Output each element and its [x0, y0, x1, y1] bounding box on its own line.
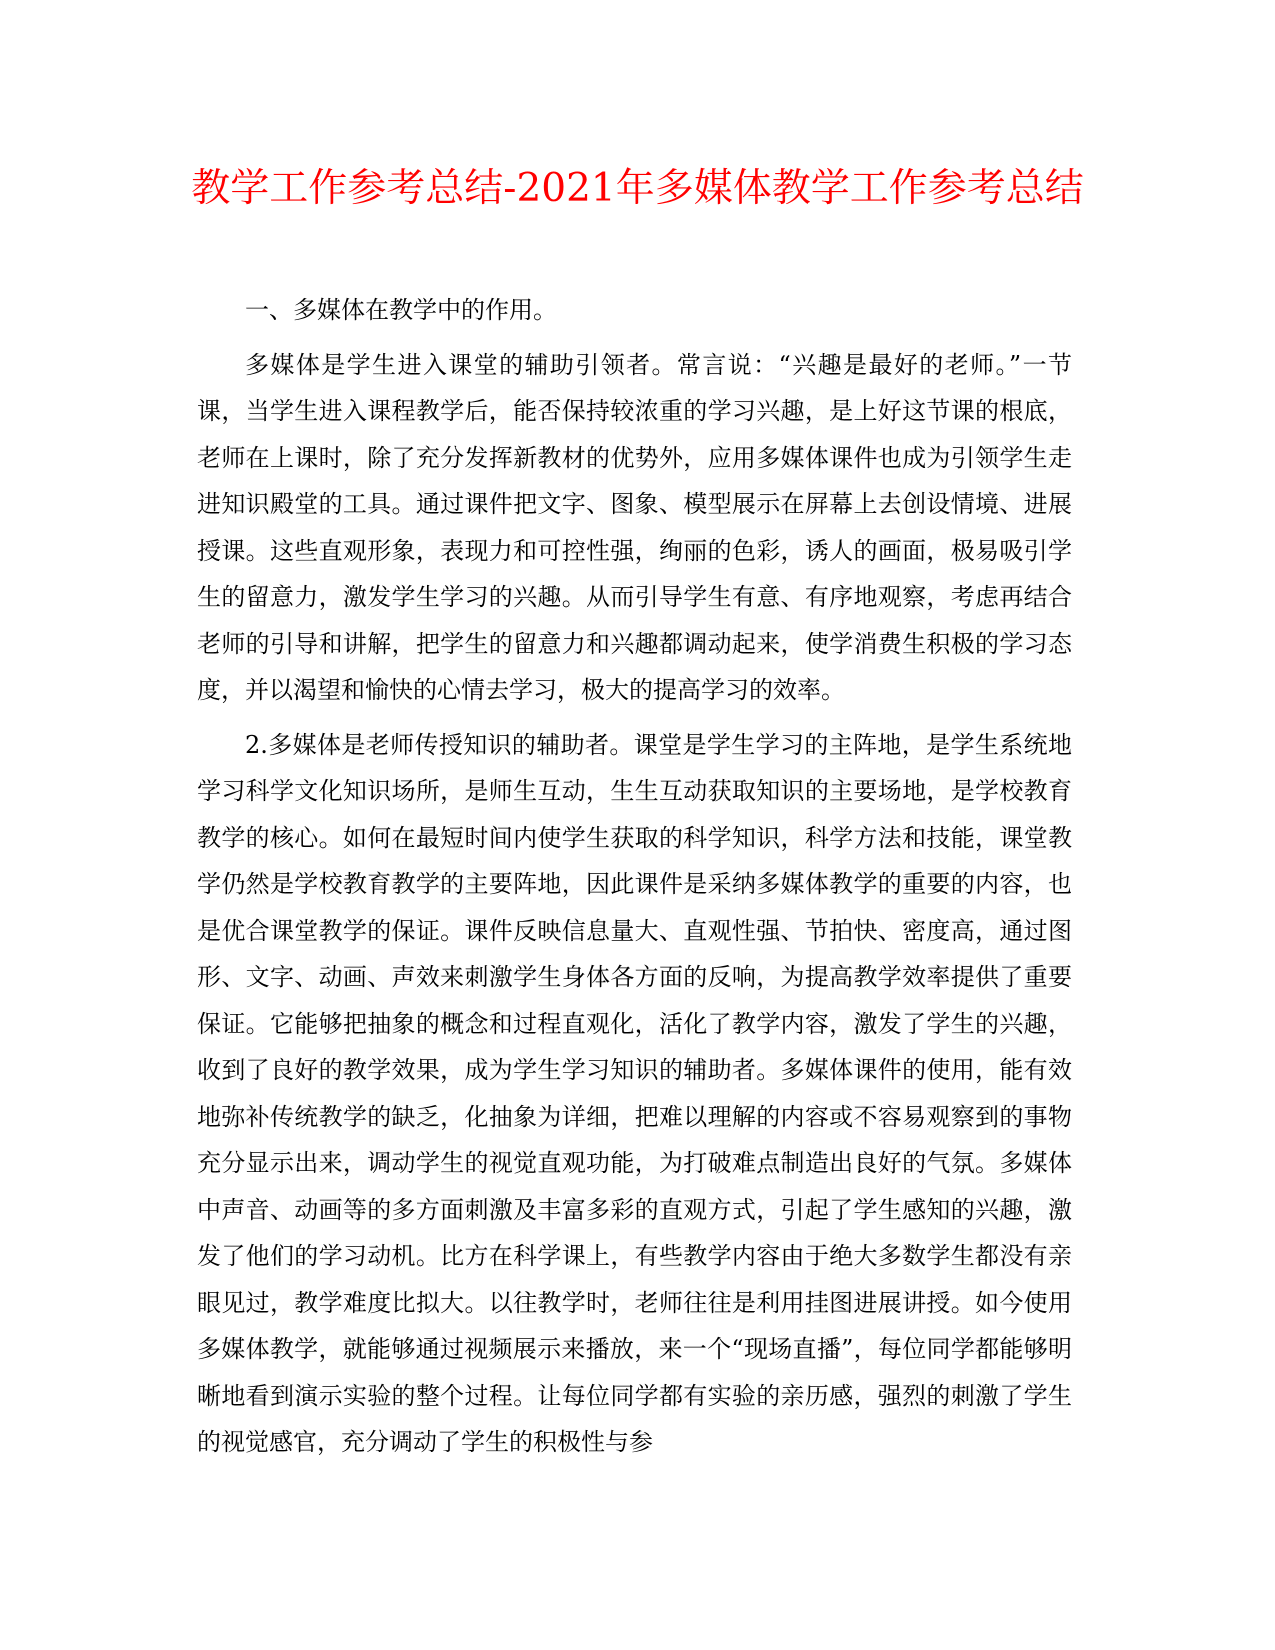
body-paragraph: 多媒体是学生进入课堂的辅助引领者。常言说：“兴趣是最好的老师。”一节课，当学生进入课程教学后，能否保持较浓重的学习兴趣，是上好这节课的根底，老师在上课时，除了充分发挥新教材的优势外，应用多媒体课件也成为引领学生走进知识殿堂的工具。通过课件把文字、图象、模型展示在屏幕上去创设情境、进展授课。这些直观形象，表现力和可控性强，绚丽的色彩，诱人的画面，极易吸引学生的留意力，激发学生学习的兴趣。从而引导学生有意、有序地观察，考虑再结合老师的引导和讲解，把学生的留意力和兴趣都调动起来，使学消费生积极的学习态度，并以渴望和愉快的心情去学习，极大的提高学习的效率。 — [197, 350, 1072, 704]
section-heading: 一、多媒体在教学中的作用。 — [245, 296, 557, 324]
body-paragraph: 2.多媒体是老师传授知识的辅助者。课堂是学生学习的主阵地，是学生系统地学习科学文化知识场所，是师生互动，生生互动获取知识的主要场地，是学校教育教学的核心。如何在最短时间内使学生获取的科学知识，科学方法和技能，课堂教学仍然是学校教育教学的主要阵地，因此课件是采纳多媒体教学的重要的内容，也是优合课堂教学的保证。课件反映信息量大、直观性强、节拍快、密度高，通过图形、文字、动画、声效来刺激学生身体各方面的反响，为提高教学效率提供了重要保证。它能够把抽象的概念和过程直观化，活化了教学内容，激发了学生的兴趣，收到了良好的教学效果，成为学生学习知识的辅助者。多媒体课件的使用，能有效地弥补传统教学的缺乏，化抽象为详细，把难以理解的内容或不容易观察到的事物充分显示出来，调动学生的视觉直观功能，为打破难点制造出良好的气氛。多媒体中声音、动画等的多方面刺激及丰富多彩的直观方式，引起了学生感知的兴趣，激发了他们的学习动机。比方在科学课上，有些教学内容由于绝大多数学生都没有亲眼见过，教学难度比拟大。以往教学时，老师往往是利用挂图进展讲授。如今使用多媒体教学，就能够通过视频展示来播放，来一个“现场直播”，每位同学都能够明晰地看到演示实验的整个过程。让每位同学都有实验的亲历感，强烈的刺激了学生的视觉感官，充分调动了学生的积极性与参 — [197, 730, 1072, 1456]
document-title: 教学工作参考总结-2021年多媒体教学工作参考总结 — [191, 166, 1084, 211]
document-body — [197, 287, 1072, 1474]
